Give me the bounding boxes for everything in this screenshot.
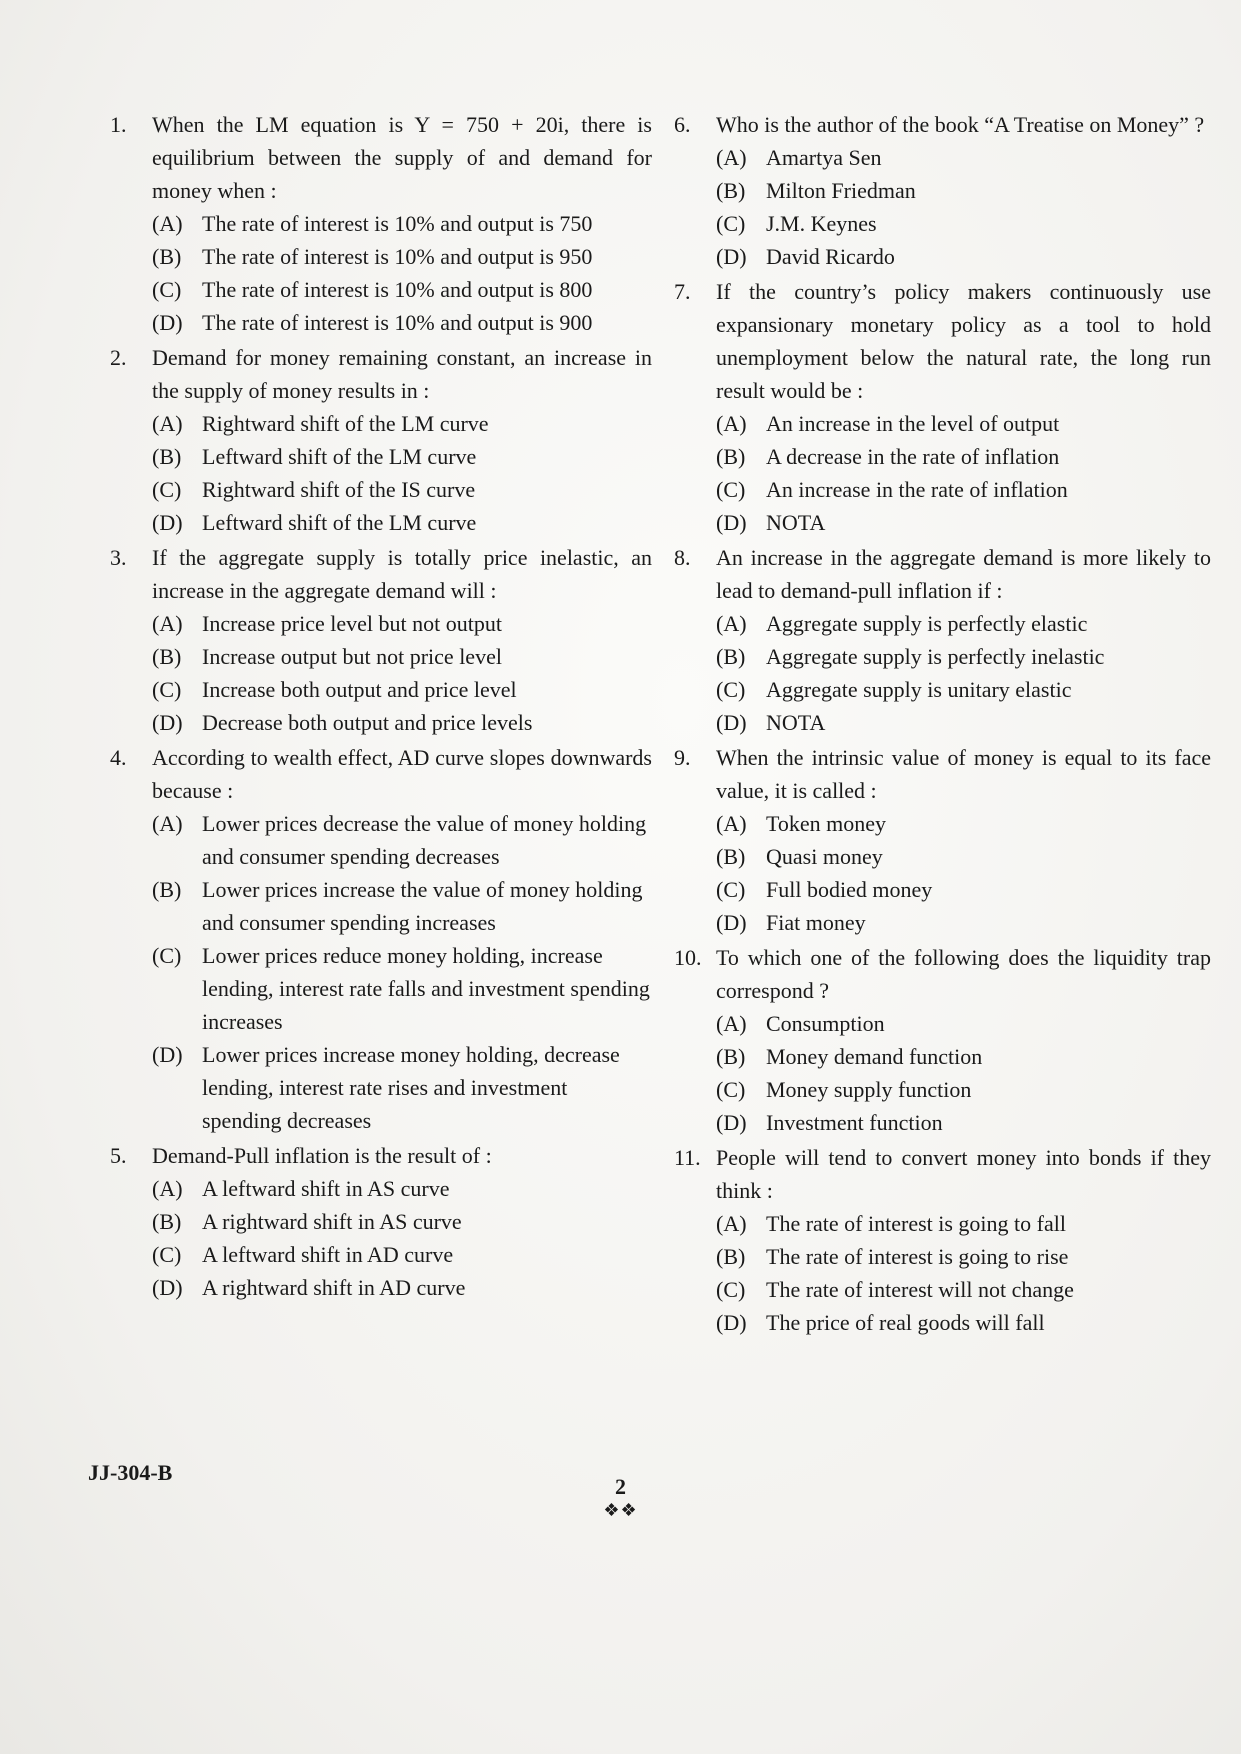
option-text: The rate of interest is 10% and output is 950	[202, 244, 593, 269]
answer-option	[716, 1073, 1211, 1106]
option-text: The rate of interest is 10% and output is 900	[202, 310, 593, 335]
option-text: The price of real goods will fall	[766, 1310, 1045, 1335]
answer-option	[152, 706, 652, 739]
answer-option	[716, 440, 1211, 473]
question-stem	[656, 741, 1211, 807]
option-label: (A)	[152, 811, 183, 836]
page-number: 2	[615, 1474, 626, 1499]
option-text: Aggregate supply is perfectly elastic	[766, 611, 1088, 636]
question-stem	[656, 275, 1211, 407]
answer-option	[152, 1172, 652, 1205]
question-text: If the country’s policy makers continuously use expansionary monetary policy as a tool to hold unemployment below the natural rate, the long run result would be :	[716, 279, 1211, 403]
answer-option	[716, 207, 1211, 240]
option-text: Lower prices increase the value of money holding and consumer spending increases	[202, 877, 643, 935]
answer-option	[716, 906, 1211, 939]
right-column	[656, 108, 1211, 1339]
option-label: (D)	[716, 710, 747, 735]
option-label: (D)	[152, 1275, 183, 1300]
answer-option	[152, 240, 652, 273]
option-label: (D)	[152, 510, 183, 535]
option-text: The rate of interest is 10% and output is 800	[202, 277, 593, 302]
question-number: 1.	[110, 112, 127, 137]
answer-option	[152, 607, 652, 640]
option-text: NOTA	[766, 510, 826, 535]
answer-option	[152, 673, 652, 706]
question-stem	[656, 941, 1211, 1007]
question-number: 7.	[674, 279, 691, 304]
answer-option	[152, 1205, 652, 1238]
answer-option	[716, 1306, 1211, 1339]
question-1	[92, 108, 652, 339]
option-text: Increase both output and price level	[202, 677, 517, 702]
option-label: (C)	[716, 211, 746, 236]
answer-option	[152, 207, 652, 240]
option-text: Milton Friedman	[766, 178, 916, 203]
option-label: (C)	[716, 1077, 746, 1102]
option-text: Consumption	[766, 1011, 885, 1036]
question-8	[656, 541, 1211, 739]
answer-option	[716, 807, 1211, 840]
question-stem	[92, 341, 652, 407]
option-text: Lower prices reduce money holding, increase lending, interest rate falls and investment spending increases	[202, 943, 650, 1034]
answer-option	[152, 440, 652, 473]
answer-option	[716, 1240, 1211, 1273]
page-ornament: ❖❖	[603, 1500, 638, 1520]
option-text: An increase in the level of output	[766, 411, 1060, 436]
option-label: (A)	[716, 1211, 747, 1236]
answer-option	[716, 240, 1211, 273]
option-label: (C)	[152, 1242, 182, 1267]
answer-option	[716, 473, 1211, 506]
question-text: Demand-Pull inflation is the result of :	[152, 1143, 492, 1168]
question-number: 4.	[110, 745, 127, 770]
option-label: (D)	[716, 910, 747, 935]
question-11	[656, 1141, 1211, 1339]
question-9	[656, 741, 1211, 939]
question-5	[92, 1139, 652, 1304]
option-label: (A)	[152, 611, 183, 636]
answer-option	[152, 506, 652, 539]
answer-option	[152, 407, 652, 440]
option-label: (B)	[716, 1244, 746, 1269]
question-text: People will tend to convert money into bonds if they think :	[716, 1145, 1211, 1203]
option-label: (C)	[152, 677, 182, 702]
option-text: Rightward shift of the IS curve	[202, 477, 476, 502]
option-text: The rate of interest is going to fall	[766, 1211, 1066, 1236]
option-label: (B)	[152, 244, 182, 269]
option-text: Money demand function	[766, 1044, 983, 1069]
option-text: A rightward shift in AS curve	[202, 1209, 462, 1234]
option-label: (D)	[716, 1310, 747, 1335]
option-label: (D)	[716, 510, 747, 535]
option-label: (B)	[152, 877, 182, 902]
option-label: (C)	[716, 1277, 746, 1302]
option-text: Increase price level but not output	[202, 611, 502, 636]
answer-option	[716, 174, 1211, 207]
option-text: The rate of interest will not change	[766, 1277, 1074, 1302]
answer-option	[716, 840, 1211, 873]
option-text: The rate of interest is going to rise	[766, 1244, 1069, 1269]
answer-option	[716, 640, 1211, 673]
answer-option	[152, 807, 652, 873]
option-text: Rightward shift of the LM curve	[202, 411, 489, 436]
answer-option	[716, 1040, 1211, 1073]
option-text: Lower prices decrease the value of money holding and consumer spending decreases	[202, 811, 647, 869]
answer-option	[152, 640, 652, 673]
question-10	[656, 941, 1211, 1139]
option-label: (D)	[152, 1042, 183, 1067]
option-text: An increase in the rate of inflation	[766, 477, 1068, 502]
option-text: A rightward shift in AD curve	[202, 1275, 466, 1300]
question-stem	[656, 541, 1211, 607]
option-label: (D)	[716, 244, 747, 269]
answer-option	[716, 873, 1211, 906]
question-7	[656, 275, 1211, 539]
question-stem	[656, 108, 1211, 141]
answer-option	[152, 939, 652, 1038]
option-label: (B)	[716, 178, 746, 203]
question-stem	[92, 108, 652, 207]
option-label: (A)	[152, 411, 183, 436]
question-text: Demand for money remaining constant, an increase in the supply of money results in :	[152, 345, 652, 403]
answer-option	[152, 1238, 652, 1271]
answer-option	[716, 1273, 1211, 1306]
question-text: To which one of the following does the liquidity trap correspond ?	[716, 945, 1211, 1003]
question-3	[92, 541, 652, 739]
answer-option	[152, 473, 652, 506]
option-text: Leftward shift of the LM curve	[202, 510, 477, 535]
answer-option	[716, 1106, 1211, 1139]
answer-option	[152, 873, 652, 939]
option-label: (A)	[716, 611, 747, 636]
option-text: Leftward shift of the LM curve	[202, 444, 477, 469]
option-text: Decrease both output and price levels	[202, 710, 533, 735]
answer-option	[152, 1271, 652, 1304]
option-text: Quasi money	[766, 844, 883, 869]
option-label: (B)	[716, 844, 746, 869]
question-text: According to wealth effect, AD curve slopes downwards because :	[152, 745, 652, 803]
answer-option	[152, 1038, 652, 1137]
question-number: 9.	[674, 745, 691, 770]
answer-option	[716, 1207, 1211, 1240]
option-text: Investment function	[766, 1110, 943, 1135]
question-text: An increase in the aggregate demand is more likely to lead to demand-pull inflation if :	[716, 545, 1211, 603]
option-text: Full bodied money	[766, 877, 933, 902]
option-label: (B)	[152, 444, 182, 469]
question-number: 2.	[110, 345, 127, 370]
option-text: Increase output but not price level	[202, 644, 502, 669]
option-text: Money supply function	[766, 1077, 972, 1102]
question-text: Who is the author of the book “A Treatise on Money” ?	[716, 112, 1205, 137]
option-label: (A)	[716, 411, 747, 436]
option-label: (B)	[716, 1044, 746, 1069]
answer-option	[152, 273, 652, 306]
option-text: A leftward shift in AD curve	[202, 1242, 454, 1267]
option-label: (B)	[716, 644, 746, 669]
answer-option	[716, 407, 1211, 440]
answer-option	[716, 1007, 1211, 1040]
answer-option	[716, 607, 1211, 640]
option-label: (C)	[152, 277, 182, 302]
option-label: (A)	[152, 1176, 183, 1201]
option-text: Aggregate supply is perfectly inelastic	[766, 644, 1105, 669]
option-text: Token money	[766, 811, 887, 836]
answer-option	[716, 506, 1211, 539]
option-text: A leftward shift in AS curve	[202, 1176, 450, 1201]
option-label: (B)	[716, 444, 746, 469]
left-column	[92, 108, 652, 1304]
question-number: 8.	[674, 545, 691, 570]
paper-code: JJ-304-B	[88, 1460, 173, 1485]
option-text: NOTA	[766, 710, 826, 735]
option-text: David Ricardo	[766, 244, 895, 269]
option-label: (C)	[152, 477, 182, 502]
option-text: Amartya Sen	[766, 145, 882, 170]
option-label: (A)	[716, 1011, 747, 1036]
option-label: (B)	[152, 644, 182, 669]
option-text: Aggregate supply is unitary elastic	[766, 677, 1072, 702]
option-label: (C)	[716, 677, 746, 702]
question-6	[656, 108, 1211, 273]
option-text: Fiat money	[766, 910, 866, 935]
question-number: 6.	[674, 112, 691, 137]
answer-option	[716, 141, 1211, 174]
option-label: (A)	[716, 811, 747, 836]
question-number: 10.	[674, 945, 702, 970]
question-text: If the aggregate supply is totally price inelastic, an increase in the aggregate demand will :	[152, 545, 652, 603]
question-number: 3.	[110, 545, 127, 570]
option-label: (D)	[152, 310, 183, 335]
question-stem	[92, 1139, 652, 1172]
question-stem	[92, 541, 652, 607]
question-stem	[656, 1141, 1211, 1207]
option-label: (D)	[716, 1110, 747, 1135]
option-text: Lower prices increase money holding, decrease lending, interest rate rises and investment spending decreases	[202, 1042, 620, 1133]
question-text: When the intrinsic value of money is equal to its face value, it is called :	[716, 745, 1211, 803]
option-label: (A)	[152, 211, 183, 236]
answer-option	[716, 673, 1211, 706]
option-label: (D)	[152, 710, 183, 735]
answer-option	[716, 706, 1211, 739]
question-number: 11.	[674, 1145, 701, 1170]
option-label: (C)	[152, 943, 182, 968]
question-stem	[92, 741, 652, 807]
option-label: (C)	[716, 477, 746, 502]
option-label: (A)	[716, 145, 747, 170]
question-2	[92, 341, 652, 539]
option-label: (C)	[716, 877, 746, 902]
question-text: When the LM equation is Y = 750 + 20i, there is equilibrium between the supply of and demand for money when :	[152, 112, 652, 203]
answer-option	[152, 306, 652, 339]
option-text: J.M. Keynes	[766, 211, 877, 236]
option-text: A decrease in the rate of inflation	[766, 444, 1060, 469]
option-text: The rate of interest is 10% and output is 750	[202, 211, 593, 236]
question-number: 5.	[110, 1143, 127, 1168]
question-4	[92, 741, 652, 1137]
option-label: (B)	[152, 1209, 182, 1234]
